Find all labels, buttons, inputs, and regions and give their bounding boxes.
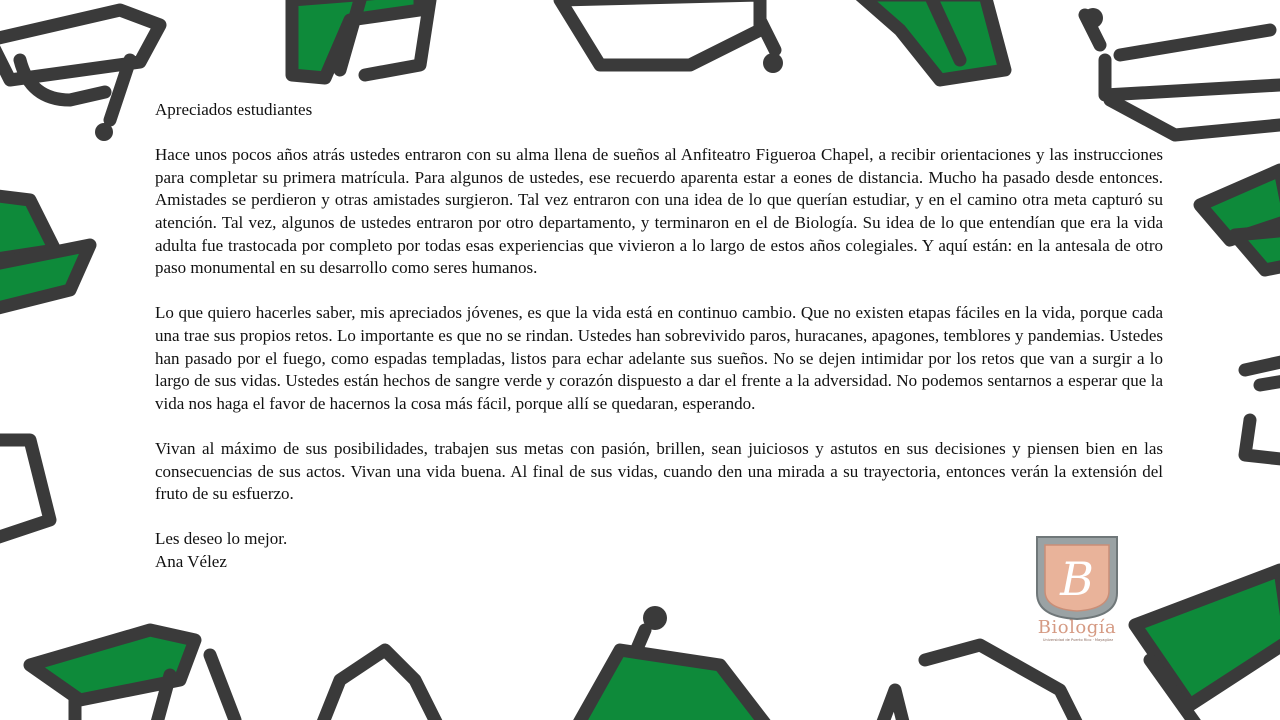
letter-greeting: Apreciados estudiantes [155,100,313,119]
letter [155,99,1163,573]
letter-closing: Les deseo lo mejor. [155,529,288,549]
graduation-cap-icon [1200,170,1280,270]
graduation-cap-icon [880,645,1080,720]
graduation-cap-icon [0,195,90,310]
graduation-cap-icon [292,0,430,78]
graduation-cap-icon [320,650,440,720]
graduation-cap-icon [1245,360,1280,460]
graduation-cap-icon [560,0,783,73]
logo-word: Biología [1037,617,1117,638]
letter-signature: Ana Vélez [155,551,227,571]
graduation-cap-icon [575,606,770,720]
graduation-cap-icon [1135,570,1280,720]
letter-paragraph-3: Vivan al máximo de sus posibilidades, trabajen sus metas con pasión, brillen, sean juiciosos y astutos en sus decisiones y piensen bien en las consecuencias de sus actos. Vivan una vida buena. Al final de sus vidas, cuando den una mirada a su trayectoria, entonces verán la extensión del fruto de su esfuerzo. [155,438,1163,504]
graduation-cap-icon [860,0,1005,80]
graduation-cap-icon [0,10,160,141]
letter-paragraph-2: Lo que quiero hacerles saber, mis apreciados jóvenes, es que la vida está en continuo cambio. Que no existen etapas fáciles en la vida, porque cada una trae sus propios retos. Lo importante es que no se rindan. Ustedes han sobrevivido paros, huracanes, apagones, temblores y pandemias. Ustedes han pasado por el fuego, como espadas templadas, listos para echar adelante sus sueños. No se dejen intimidar por los retos que van a surgir a lo largo de sus vidas. Ustedes están hechos de sangre verde y corazón dispuesto a dar el frente a la adversidad. No podemos sentarnos a esperar que la vida nos haga el favor de hacernos la cosa más fácil, porque allí se quedaran, esperando. [155,303,1163,413]
letter-paragraph-1: Hace unos pocos años atrás ustedes entraron con su alma llena de sueños al Anfiteatro Figueroa Chapel, a recibir orientaciones y las instrucciones para completar su primera matrícula. Para algunos de ustedes, ese recuerdo aparenta estar a eones de distancia. Mucho ha pasado desde entonces. Amistades se perdieron y otras amistades surgieron. Tal vez entraron con una idea de lo que querían estudiar, y en el camino otra meta capturó su atención. Tal vez, algunos de ustedes entraron por otro departamento, y terminaron en el de Biología. Su idea de lo que entendían que era la vida adulta fue trastocada por completo por todas esas experiencias que vivieron a lo largo de estos años colegiales. Y aquí están: en la antesala de otro paso monumental en su desarrollo como seres humanos. [155,145,1163,278]
graduation-cap-icon [30,630,235,720]
graduation-cap-icon [0,440,50,540]
logo-letter: B [1060,552,1094,606]
logo-subtitle: Universidad de Puerto Rico · Mayagüez [1042,638,1114,642]
